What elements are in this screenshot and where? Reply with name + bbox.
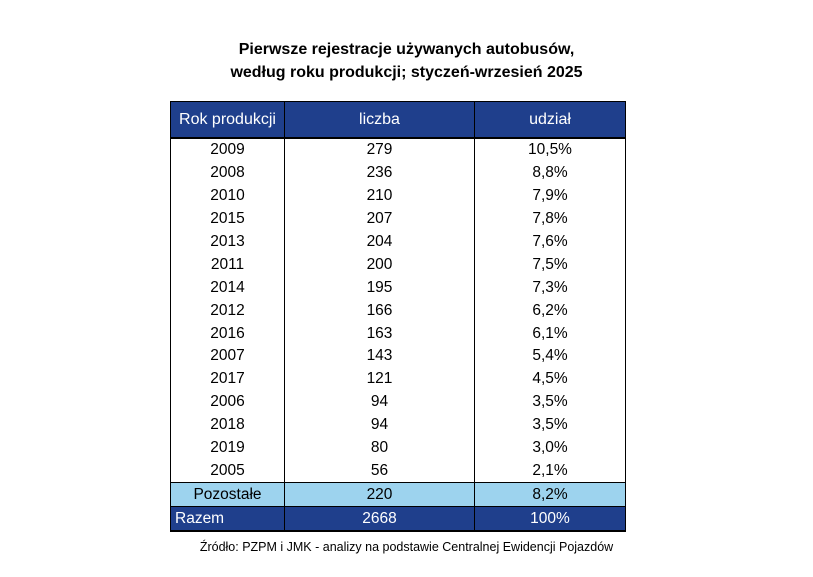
title-line-2: według roku produkcji; styczeń-wrzesień 2025 bbox=[230, 64, 583, 81]
total-count: 2668 bbox=[285, 507, 475, 531]
total-share: 100% bbox=[475, 507, 626, 531]
cell-share: 10,5% bbox=[475, 138, 626, 162]
table-row bbox=[171, 138, 626, 162]
table-row bbox=[171, 276, 626, 299]
cell-count: 166 bbox=[285, 299, 475, 322]
table-row bbox=[171, 231, 626, 254]
cell-share: 4,5% bbox=[475, 368, 626, 391]
cell-count: 121 bbox=[285, 368, 475, 391]
cell-year: 2012 bbox=[171, 299, 285, 322]
cell-year: 2007 bbox=[171, 345, 285, 368]
cell-year: 2011 bbox=[171, 253, 285, 276]
total-label: Razem bbox=[171, 507, 285, 531]
cell-share: 6,2% bbox=[475, 299, 626, 322]
cell-share: 3,5% bbox=[475, 414, 626, 437]
cell-share: 7,5% bbox=[475, 253, 626, 276]
cell-count: 143 bbox=[285, 345, 475, 368]
cell-year: 2015 bbox=[171, 208, 285, 231]
table-row bbox=[171, 253, 626, 276]
cell-count: 236 bbox=[285, 162, 475, 185]
table-row bbox=[171, 414, 626, 437]
table-row bbox=[171, 162, 626, 185]
cell-count: 56 bbox=[285, 459, 475, 482]
cell-count: 163 bbox=[285, 322, 475, 345]
cell-year: 2010 bbox=[171, 185, 285, 208]
cell-year: 2016 bbox=[171, 322, 285, 345]
table-row bbox=[171, 322, 626, 345]
title-line-1: Pierwsze rejestracje używanych autobusów, bbox=[238, 41, 575, 58]
cell-year: 2019 bbox=[171, 437, 285, 460]
table-row bbox=[171, 185, 626, 208]
cell-year: 2006 bbox=[171, 391, 285, 414]
cell-count: 207 bbox=[285, 208, 475, 231]
header-year: Rok produkcji bbox=[171, 102, 285, 139]
cell-count: 80 bbox=[285, 437, 475, 460]
table-row bbox=[171, 368, 626, 391]
total-row bbox=[171, 507, 626, 531]
cell-share: 5,4% bbox=[475, 345, 626, 368]
other-share: 8,2% bbox=[475, 483, 626, 507]
cell-year: 2018 bbox=[171, 414, 285, 437]
table-row bbox=[171, 391, 626, 414]
cell-count: 94 bbox=[285, 391, 475, 414]
other-count: 220 bbox=[285, 483, 475, 507]
registrations-table bbox=[170, 101, 626, 532]
cell-share: 6,1% bbox=[475, 322, 626, 345]
cell-share: 7,6% bbox=[475, 231, 626, 254]
cell-count: 200 bbox=[285, 253, 475, 276]
table-row bbox=[171, 437, 626, 460]
cell-share: 8,8% bbox=[475, 162, 626, 185]
cell-year: 2013 bbox=[171, 231, 285, 254]
other-label: Pozostałe bbox=[171, 483, 285, 507]
cell-year: 2008 bbox=[171, 162, 285, 185]
cell-share: 7,3% bbox=[475, 276, 626, 299]
header-count: liczba bbox=[285, 102, 475, 139]
table-title bbox=[0, 38, 813, 84]
cell-count: 204 bbox=[285, 231, 475, 254]
table-row bbox=[171, 345, 626, 368]
cell-share: 2,1% bbox=[475, 459, 626, 482]
table-row bbox=[171, 459, 626, 482]
source-note: Źródło: PZPM i JMK - analizy na podstawie Centralnej Ewidencji Pojazdów bbox=[199, 540, 614, 554]
cell-year: 2014 bbox=[171, 276, 285, 299]
cell-share: 7,8% bbox=[475, 208, 626, 231]
other-row bbox=[171, 483, 626, 507]
table-row bbox=[171, 208, 626, 231]
cell-year: 2009 bbox=[171, 138, 285, 162]
cell-year: 2017 bbox=[171, 368, 285, 391]
cell-count: 279 bbox=[285, 138, 475, 162]
table-body bbox=[171, 138, 626, 483]
cell-share: 3,5% bbox=[475, 391, 626, 414]
table-row bbox=[171, 299, 626, 322]
header-share: udział bbox=[475, 102, 626, 139]
cell-year: 2005 bbox=[171, 459, 285, 482]
header-row bbox=[171, 102, 626, 139]
cell-count: 195 bbox=[285, 276, 475, 299]
cell-share: 7,9% bbox=[475, 185, 626, 208]
cell-share: 3,0% bbox=[475, 437, 626, 460]
cell-count: 94 bbox=[285, 414, 475, 437]
cell-count: 210 bbox=[285, 185, 475, 208]
